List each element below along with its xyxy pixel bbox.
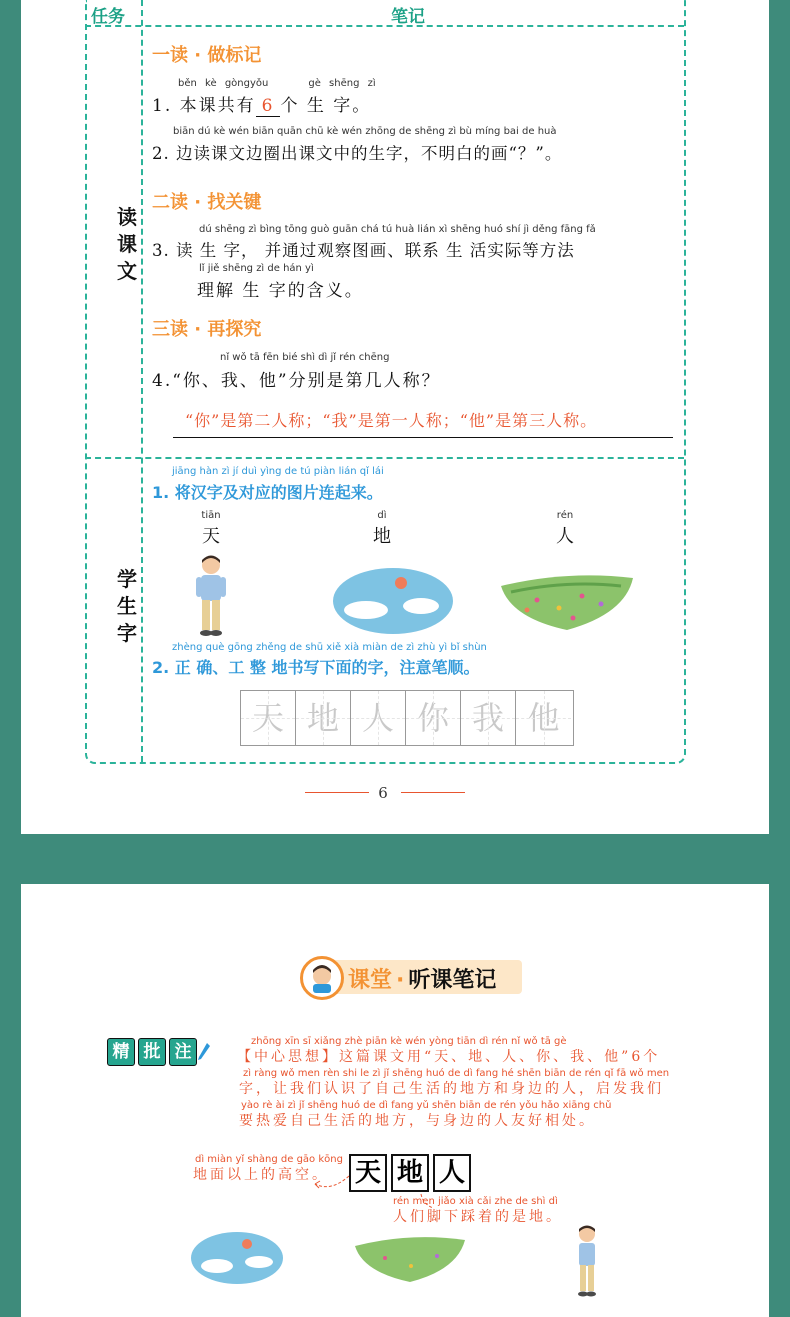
section-second-read: 二读 · 找关键 bbox=[152, 192, 262, 213]
char-di: 地 bbox=[373, 526, 391, 547]
task-match-pictures: 1. 将汉字及对应的图片连起来。 bbox=[152, 483, 383, 502]
row-divider bbox=[85, 457, 684, 459]
grid-cell-di[interactable]: 地 bbox=[296, 691, 351, 745]
char-ren: 人 bbox=[556, 526, 574, 547]
question-3: 3. 读 生 字， 并通过观察图画、联系 生 活实际等方法 bbox=[152, 241, 575, 260]
header-task: 任务 bbox=[91, 7, 125, 27]
task-write-characters: 2. 正 确、工 整 地书写下面的字，注意笔顺。 bbox=[152, 658, 480, 677]
question-2: 2. 边读课文边圈出课文中的生字，不明白的画“？”。 bbox=[152, 144, 563, 163]
boy-illustration[interactable] bbox=[191, 553, 231, 641]
lesson-notes-banner: 课堂 · 听课笔记 bbox=[300, 956, 523, 996]
grid-cell-ni[interactable]: 你 bbox=[406, 691, 461, 745]
q4-pinyin: nǐ wǒ tā fēn bié shì dì jǐ rén chēng bbox=[220, 352, 390, 363]
center-idea-pinyin-2: zì ràng wǒ men rèn shi le zì jǐ shēng huó de dì fang hé shēn biān de rén qǐ fā wǒ men bbox=[243, 1068, 670, 1079]
student-avatar-icon bbox=[300, 956, 344, 1000]
grid-cell-wo[interactable]: 我 bbox=[461, 691, 516, 745]
center-idea-line-2: 字，让我们认识了自己生活的地方和身边的人，启发我们 bbox=[239, 1081, 664, 1097]
pen-icon bbox=[197, 1042, 211, 1062]
sky-illustration[interactable] bbox=[331, 566, 456, 636]
q2-pinyin: biān dú kè wén biān quān chū kè wén zhōng de shēng zì bù míng bai de huà bbox=[173, 126, 557, 137]
section-first-read: 一读 · 做标记 bbox=[152, 45, 262, 66]
answer-count: 6 bbox=[256, 96, 281, 117]
char-pinyin-di: dì bbox=[377, 510, 387, 521]
big-char-di: 地 bbox=[391, 1154, 429, 1192]
section-third-read: 三读 · 再探究 bbox=[152, 319, 262, 340]
grid-cell-ren[interactable]: 人 bbox=[351, 691, 406, 745]
q1-pinyin: běn kè gòngyǒu gè shēng zì bbox=[178, 78, 376, 89]
q3-pinyin-1: dú shēng zì bìng tōng guò guān chá tú huà lián xì shēng huó shí jì děng fāng fǎ bbox=[199, 224, 596, 235]
page-number: 6 bbox=[378, 784, 388, 802]
center-idea-line-1: 【中心思想】这篇课文用“天、地、人、你、我、他”6个 bbox=[237, 1049, 661, 1065]
t2-pinyin: zhèng què gōng zhěng de shū xiě xià miàn de zì zhù yì bǐ shùn bbox=[172, 642, 487, 653]
question-1: 1. 本课共有 6 个 生 字。 bbox=[152, 96, 372, 116]
page-number-rule-right bbox=[401, 792, 465, 793]
header-divider bbox=[85, 25, 684, 27]
task-learn-characters: 学 生 字 bbox=[117, 567, 137, 645]
ground-meaning: 人们脚下踩着的是地。 bbox=[393, 1209, 563, 1225]
column-divider bbox=[141, 0, 143, 762]
big-char-ren: 人 bbox=[433, 1154, 471, 1192]
annotation-label: 精 批 注 bbox=[107, 1038, 197, 1066]
char-pinyin-ren: rén bbox=[556, 510, 574, 521]
question-4-answer: “你”是第二人称；“我”是第一人称；“他”是第三人称。 bbox=[173, 408, 673, 438]
ground-meaning-pinyin: rén men jiǎo xià cǎi zhe de shì dì bbox=[393, 1196, 558, 1207]
char-tian: 天 bbox=[202, 526, 220, 547]
grid-cell-ta[interactable]: 他 bbox=[516, 691, 571, 745]
arrow-icon bbox=[311, 1174, 351, 1194]
workbook-page-6 bbox=[21, 0, 769, 834]
sky-meaning: 地面以上的高空。 bbox=[193, 1167, 329, 1183]
center-idea-pinyin-3: yào rè ài zì jǐ shēng huó de dì fang yǔ shēn biān de rén yǒu hǎo xiāng chǔ bbox=[241, 1100, 612, 1111]
ground-illustration[interactable] bbox=[497, 574, 637, 634]
writing-grid[interactable] bbox=[240, 690, 574, 746]
question-4: 4.“你、我、他”分别是第几人称？ bbox=[152, 371, 441, 391]
banner-classroom: 课堂 bbox=[348, 968, 393, 993]
big-char-tian: 天 bbox=[349, 1154, 387, 1192]
center-idea-pinyin-1: zhōng xīn sī xiǎng zhè piān kè wén yòng tiān dì rén nǐ wǒ tā gè bbox=[251, 1036, 567, 1047]
question-3-cont: 理解 生 字的含义。 bbox=[197, 281, 364, 301]
task-read-text: 读 课 文 bbox=[117, 205, 137, 283]
workbook-page-7 bbox=[21, 884, 769, 1317]
q3-pinyin-2: lǐ jiě shēng zì de hán yì bbox=[199, 263, 314, 274]
ground-picture bbox=[351, 1236, 469, 1286]
char-pinyin-tian: tiān bbox=[201, 510, 221, 521]
person-picture bbox=[571, 1224, 603, 1302]
banner-notes: 听课笔记 bbox=[408, 968, 497, 993]
big-characters bbox=[349, 1154, 475, 1192]
sky-meaning-pinyin: dì miàn yǐ shàng de gāo kōng bbox=[195, 1154, 343, 1165]
header-notes: 笔记 bbox=[391, 7, 425, 27]
center-idea-line-3: 要热爱自己生活的地方，与身边的人友好相处。 bbox=[239, 1113, 596, 1129]
t1-pinyin: jiāng hàn zì jí duì yìng de tú piàn lián qǐ lái bbox=[172, 466, 384, 477]
page-number-rule-left bbox=[305, 792, 369, 793]
sky-picture bbox=[189, 1230, 285, 1286]
grid-cell-tian[interactable]: 天 bbox=[241, 691, 296, 745]
